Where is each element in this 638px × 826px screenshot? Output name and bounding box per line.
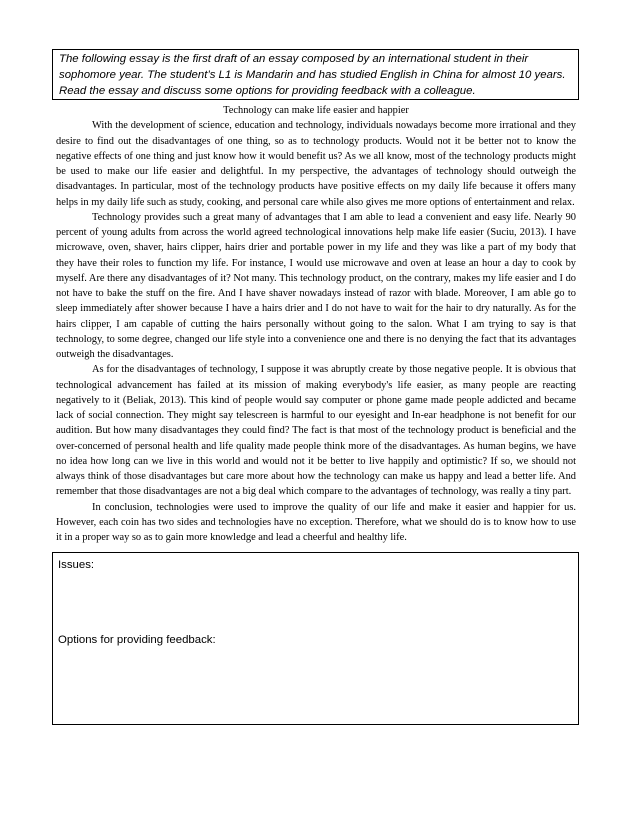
feedback-box <box>52 552 579 725</box>
essay-paragraph-4: In conclusion, technologies were used to improve the quality of our life and make it easier and happier for us. However, each coin has two sides and technologies have no exception. Therefore, what we should do is to know how to use it in a proper way so as to gain more knowledge and lead a cheerful and healthy life. <box>56 501 576 543</box>
essay-title: Technology can make life easier and happier <box>223 105 409 116</box>
essay-paragraph-3: As for the disadvantages of technology, I suppose it was abruptly create by those negative people. It is obvious that technological advancement has failed at its mission of making everybody's life easier, as many people are reacting negatively to it (Beliak, 2013). This kind of people would say computer or phone game made people addicted and became lack of social connection. They might say telescreen is harmful to our eyesight and In-ear headphone is not benefit for our audition. But how many disadvantages they could find? The fact is that most of the technology product is beneficial and the over-concerned of personal health and life quality made people think more of the disadvantages. As human begins, we have no idea how long can we live in this world and would not it be better to live happily and optimistic? If so, we should not always think of those disadvantages but care more about how the technology can make us happy and lead a better life. And remember that those disadvantages are not a big deal which compare to the advantages of technology, was really a tiny part. <box>56 364 576 498</box>
issues-label: Issues: <box>58 559 95 571</box>
essay-paragraph-1: With the development of science, education and technology, individuals nowadays become more irrational and they desire to find out the disadvantages of one thing, so as to technology products. Would not it be better not to know the negative effects of one thing and just know how it would benefit us? As we all know, most of the technology products might be used to make our life easier and delightful. In my perspective, the advantages of technology should outweigh the disadvantages. In particular, most of the technology products have positive effects on my daily life because it offers many helps in my daily life such as study, cooking, and personal care while also gives me more options of entertainment and relax. <box>56 120 576 208</box>
essay-paragraph-2: Technology provides such a great many of advantages that I am able to lead a convenient and easy life. Nearly 90 percent of young adults from across the world agreed technological innovations help make life easier (Suciu, 2013). I have microwave, oven, shaver, hairs clipper, hairs drier and portable power in my life and they was like a part of my body that they have their roles to function my life. For instance, I would use microwave and oven at lease an hour a day to cook by myself. Are there any disadvantages of it? Not many. This technology product, on the contrary, makes my life easier and I do not have to bake the stuff on the fire. And I have shaver nowadays instead of razor with blade. Moreover, I am able go to sleep immediately after shower because I have a hairs drier and I do not have to wait for the hair to dry naturally. As for the hairs clipper, I am capable of cutting the hairs personally without going to the salon. What I am trying to say is that technology, to some degree, changed our life style into a convenience one and there is no denying the fact that its advantages outweigh the disadvantages. <box>56 211 576 360</box>
intro-instructions-box <box>52 49 579 100</box>
intro-instructions-text: The following essay is the first draft of an essay composed by an international student in their sophomore year. The student’s L1 is Mandarin and has studied English in China for almost 10 years. Read the essay and discuss some options for providing feedback with a colleague. <box>59 53 566 98</box>
feedback-options-label: Options for providing feedback: <box>58 634 216 646</box>
essay-body <box>56 103 576 545</box>
